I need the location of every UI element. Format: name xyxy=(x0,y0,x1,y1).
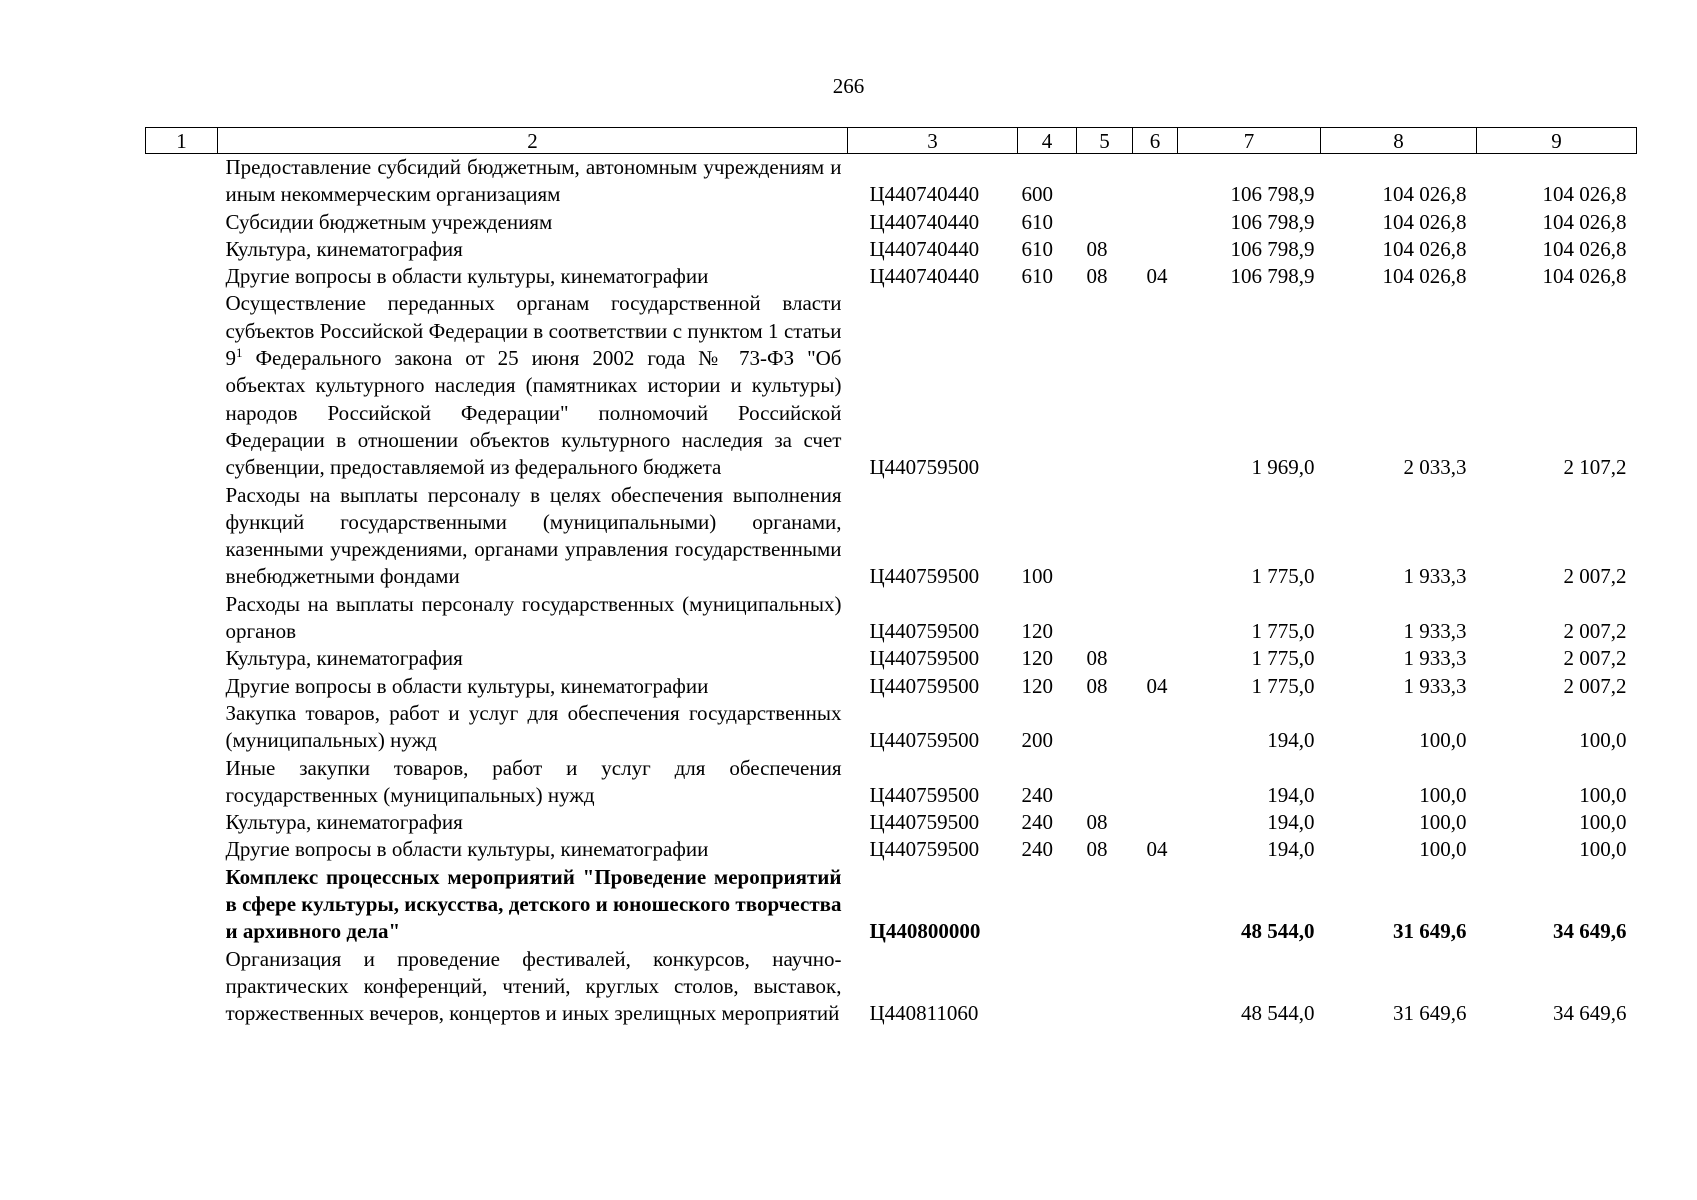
budget-table xyxy=(145,127,1637,1028)
row-subsection xyxy=(1133,864,1178,946)
table-row xyxy=(146,482,1637,591)
column-header-8: 8 xyxy=(1321,128,1477,154)
row-name-text: Федерального закона от 25 июня 2002 года № 73-ФЗ "Об объектах культурного наследия (памятниках истории и культуры) народов Российской Федерации" полномочий Российской Федерации в отношении объектов культурного наследия за счет субвенции, предоставляемой из федерального бюджета xyxy=(225,346,842,480)
column-header-4: 4 xyxy=(1018,128,1077,154)
row-section xyxy=(1077,591,1133,646)
row-name: Другие вопросы в области культуры, кинематографии xyxy=(225,673,709,698)
row-section xyxy=(1077,482,1133,591)
row-index-cell xyxy=(146,645,218,672)
row-subsection xyxy=(1133,700,1178,755)
table-row xyxy=(146,645,1637,672)
table-row xyxy=(146,154,1637,209)
row-expense-type: 610 xyxy=(1021,236,1053,261)
row-value-col9: 34 649,6 xyxy=(1553,919,1627,944)
row-value-col8: 1 933,3 xyxy=(1403,564,1467,589)
row-code: Ц440740440 xyxy=(869,236,980,261)
row-value-col8: 100,0 xyxy=(1419,728,1467,753)
row-value-col9: 100,0 xyxy=(1579,782,1627,807)
row-value-col7: 106 798,9 xyxy=(1230,209,1315,234)
row-value-col8: 104 026,8 xyxy=(1382,209,1467,234)
row-code: Ц440759500 xyxy=(869,564,980,589)
row-name xyxy=(218,290,848,481)
row-code: Ц440740440 xyxy=(869,264,980,289)
row-index-cell xyxy=(146,809,218,836)
column-header-1: 1 xyxy=(146,128,218,154)
row-code: Ц440811060 xyxy=(869,1001,979,1026)
row-value-col8: 31 649,6 xyxy=(1393,1001,1467,1026)
row-index-cell xyxy=(146,236,218,263)
row-value-col7: 194,0 xyxy=(1267,782,1315,807)
row-subsection xyxy=(1133,209,1178,236)
row-code: Ц440759500 xyxy=(869,619,980,644)
row-value-col7: 194,0 xyxy=(1267,728,1315,753)
row-section: 08 xyxy=(1086,837,1108,862)
row-expense-type: 120 xyxy=(1021,673,1053,698)
row-expense-type: 610 xyxy=(1021,209,1053,234)
table-row xyxy=(146,209,1637,236)
row-index-cell xyxy=(146,673,218,700)
row-section xyxy=(1077,700,1133,755)
row-value-col9: 100,0 xyxy=(1579,837,1627,862)
row-subsection xyxy=(1133,154,1178,209)
table-row xyxy=(146,946,1637,1028)
row-value-col7: 106 798,9 xyxy=(1230,236,1315,261)
row-value-col9: 104 026,8 xyxy=(1542,264,1627,289)
row-value-col7: 106 798,9 xyxy=(1230,264,1315,289)
row-code: Ц440759500 xyxy=(869,728,980,753)
row-expense-type: 610 xyxy=(1021,264,1053,289)
table-row xyxy=(146,236,1637,263)
row-value-col9: 2 007,2 xyxy=(1563,646,1627,671)
row-value-col8: 1 933,3 xyxy=(1403,673,1467,698)
row-value-col7: 194,0 xyxy=(1267,810,1315,835)
row-section: 08 xyxy=(1086,264,1108,289)
row-section xyxy=(1077,290,1133,481)
row-subsection xyxy=(1133,482,1178,591)
row-name: Организация и проведение фестивалей, конкурсов, научно-практических конференций, чтений, круглых столов, выставок, торжественных вечеров, концертов и иных зрелищных мероприятий xyxy=(225,946,842,1026)
row-value-col7: 1 775,0 xyxy=(1251,673,1315,698)
row-subsection xyxy=(1133,946,1178,1028)
row-code: Ц440759500 xyxy=(869,646,980,671)
row-value-col8: 100,0 xyxy=(1419,810,1467,835)
row-subsection xyxy=(1133,290,1178,481)
row-value-col7: 106 798,9 xyxy=(1230,182,1315,207)
row-index-cell xyxy=(146,209,218,236)
row-value-col9: 104 026,8 xyxy=(1542,209,1627,234)
row-subsection: 04 xyxy=(1146,264,1168,289)
row-expense-type xyxy=(1018,946,1077,1028)
row-name: Культура, кинематография xyxy=(225,810,463,835)
table-body xyxy=(146,154,1637,1028)
row-expense-type: 100 xyxy=(1021,564,1053,589)
row-expense-type: 120 xyxy=(1021,619,1053,644)
row-value-col9: 104 026,8 xyxy=(1542,182,1627,207)
row-name: Другие вопросы в области культуры, кинематографии xyxy=(225,264,709,289)
row-value-col9: 2 007,2 xyxy=(1563,619,1627,644)
row-value-col9: 104 026,8 xyxy=(1542,236,1627,261)
row-value-col9: 2 007,2 xyxy=(1563,564,1627,589)
row-subsection: 04 xyxy=(1146,837,1168,862)
row-code: Ц440759500 xyxy=(869,782,980,807)
row-name: Другие вопросы в области культуры, кинематографии xyxy=(225,837,709,862)
table-row xyxy=(146,755,1637,810)
row-value-col8: 104 026,8 xyxy=(1382,264,1467,289)
row-index-cell xyxy=(146,482,218,591)
row-section: 08 xyxy=(1086,646,1108,671)
row-section xyxy=(1077,209,1133,236)
row-subsection xyxy=(1133,755,1178,810)
column-header-9: 9 xyxy=(1477,128,1637,154)
table-row xyxy=(146,700,1637,755)
row-value-col7: 1 775,0 xyxy=(1251,619,1315,644)
row-expense-type: 120 xyxy=(1021,646,1053,671)
row-index-cell xyxy=(146,700,218,755)
row-value-col7: 1 775,0 xyxy=(1251,564,1315,589)
row-name: Иные закупки товаров, работ и услуг для обеспечения государственных (муниципальных) нужд xyxy=(225,755,842,807)
table-row xyxy=(146,809,1637,836)
row-index-cell xyxy=(146,755,218,810)
row-expense-type xyxy=(1018,290,1077,481)
row-index-cell xyxy=(146,591,218,646)
row-value-col8: 100,0 xyxy=(1419,782,1467,807)
row-code: Ц440759500 xyxy=(869,837,980,862)
row-name: Культура, кинематография xyxy=(225,646,463,671)
row-value-col8: 104 026,8 xyxy=(1382,182,1467,207)
row-section: 08 xyxy=(1086,673,1108,698)
row-expense-type xyxy=(1018,864,1077,946)
column-header-7: 7 xyxy=(1178,128,1321,154)
row-value-col9: 2 007,2 xyxy=(1563,673,1627,698)
column-header-2: 2 xyxy=(218,128,848,154)
row-expense-type: 200 xyxy=(1021,728,1053,753)
table-row xyxy=(146,864,1637,946)
column-header-6: 6 xyxy=(1133,128,1178,154)
row-index-cell xyxy=(146,836,218,863)
row-name: Субсидии бюджетным учреждениям xyxy=(225,209,553,234)
row-index-cell xyxy=(146,154,218,209)
row-index-cell xyxy=(146,290,218,481)
row-subsection xyxy=(1133,809,1178,836)
row-section: 08 xyxy=(1086,810,1108,835)
row-name: Расходы на выплаты персоналу государственных (муниципальных) органов xyxy=(225,591,842,644)
row-subsection: 04 xyxy=(1146,673,1168,698)
table-row xyxy=(146,591,1637,646)
row-name: Расходы на выплаты персоналу в целях обеспечения выполнения функций государственными (муниципальными) органами, казенными учреждениями, органами управления государственными внебюджетными фондами xyxy=(225,482,842,589)
row-code: Ц440759500 xyxy=(869,810,980,835)
row-code: Ц440740440 xyxy=(869,209,980,234)
row-value-col7: 48 544,0 xyxy=(1241,1001,1315,1026)
row-index-cell xyxy=(146,263,218,290)
row-name: Комплекс процессных мероприятий "Проведение мероприятий в сфере культуры, искусства, детского и юношеского творчества и архивного дела" xyxy=(225,864,842,944)
row-value-col9: 34 649,6 xyxy=(1553,1001,1627,1026)
table-row xyxy=(146,290,1637,481)
table-row xyxy=(146,673,1637,700)
row-expense-type: 240 xyxy=(1021,782,1053,807)
row-value-col8: 100,0 xyxy=(1419,837,1467,862)
row-section xyxy=(1077,946,1133,1028)
row-value-col9: 2 107,2 xyxy=(1563,455,1627,480)
row-section xyxy=(1077,864,1133,946)
page-number: 266 xyxy=(832,74,865,98)
row-section: 08 xyxy=(1086,236,1108,261)
row-section xyxy=(1077,154,1133,209)
row-expense-type: 240 xyxy=(1021,837,1053,862)
row-subsection xyxy=(1133,236,1178,263)
footnote-superscript: 1 xyxy=(236,345,243,361)
row-expense-type: 600 xyxy=(1021,182,1053,207)
row-code: Ц440740440 xyxy=(869,182,980,207)
row-code: Ц440759500 xyxy=(869,455,980,480)
row-value-col8: 31 649,6 xyxy=(1393,919,1467,944)
row-value-col9: 100,0 xyxy=(1579,728,1627,753)
column-header-5: 5 xyxy=(1077,128,1133,154)
row-code: Ц440759500 xyxy=(869,673,980,698)
table-row xyxy=(146,836,1637,863)
row-name: Предоставление субсидий бюджетным, автономным учреждениям и иным некоммерческим организациям xyxy=(225,155,842,207)
row-value-col8: 104 026,8 xyxy=(1382,236,1467,261)
row-section xyxy=(1077,755,1133,810)
row-index-cell xyxy=(146,864,218,946)
row-index-cell xyxy=(146,946,218,1028)
row-value-col7: 194,0 xyxy=(1267,837,1315,862)
row-value-col8: 2 033,3 xyxy=(1403,455,1467,480)
row-value-col8: 1 933,3 xyxy=(1403,646,1467,671)
row-subsection xyxy=(1133,591,1178,646)
row-value-col8: 1 933,3 xyxy=(1403,619,1467,644)
column-header-3: 3 xyxy=(848,128,1018,154)
row-name-text: Осуществление переданных органам государственной власти субъектов Российской Федерации в соответствии с пунктом 1 статьи 9 xyxy=(225,291,842,371)
row-code: Ц440800000 xyxy=(869,919,981,944)
row-value-col7: 48 544,0 xyxy=(1241,919,1315,944)
column-number-header-row xyxy=(146,128,1637,154)
table-row xyxy=(146,263,1637,290)
row-value-col7: 1 969,0 xyxy=(1251,455,1315,480)
row-expense-type: 240 xyxy=(1021,810,1053,835)
row-subsection xyxy=(1133,645,1178,672)
row-name: Культура, кинематография xyxy=(225,236,463,261)
row-name: Закупка товаров, работ и услуг для обеспечения государственных (муниципальных) нужд xyxy=(225,700,842,753)
row-value-col9: 100,0 xyxy=(1579,810,1627,835)
row-value-col7: 1 775,0 xyxy=(1251,646,1315,671)
